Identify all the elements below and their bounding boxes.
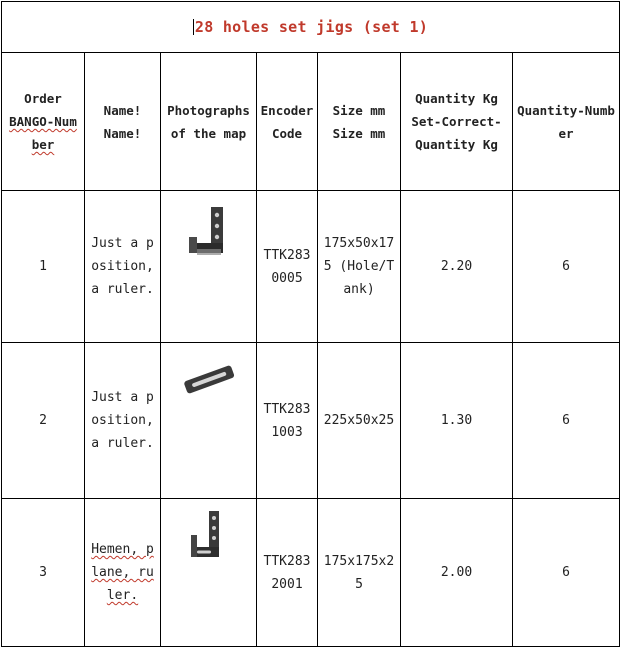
cell-size: 175x50x175 (Hole/Tank) (318, 191, 401, 343)
cell-code: TTK2832001 (257, 499, 318, 647)
header-order-line2: BANGO-Num (9, 114, 77, 129)
angle-bracket-photo-icon (185, 205, 233, 257)
header-name (85, 53, 161, 191)
cell-name-text: Hemen, plane, ruler. (91, 542, 154, 603)
header-name-line2: Name! (103, 125, 142, 141)
cell-order: 2 (2, 343, 85, 499)
header-size-line2: Size mm (332, 125, 386, 141)
header-size-line1: Size mm (332, 102, 386, 118)
cell-quantity: 6 (513, 191, 620, 343)
cell-weight: 1.30 (401, 343, 513, 499)
header-size (318, 53, 401, 191)
flat-slotted-bar-photo-icon (181, 361, 237, 397)
cell-code: TTK2830005 (257, 191, 318, 343)
cell-photo (161, 343, 257, 499)
cell-order: 1 (2, 191, 85, 343)
cell-name: Just a position, a ruler. (85, 343, 161, 499)
table-title: 28 holes set jigs (set 1) (194, 17, 429, 36)
header-encode: Encoder Code (257, 53, 318, 191)
header-quantity-kg (401, 53, 513, 191)
cell-photo (161, 191, 257, 343)
cell-size: 225x50x25 (318, 343, 401, 499)
cell-size: 175x175x25 (318, 499, 401, 647)
table-row (2, 343, 620, 499)
header-row (2, 53, 620, 191)
header-qtykg-line2: Set-Correct- (411, 114, 502, 129)
cell-quantity: 6 (513, 343, 620, 499)
header-order (2, 53, 85, 191)
cell-weight: 2.20 (401, 191, 513, 343)
cell-code: TTK2831003 (257, 343, 318, 499)
header-qtykg-line1: Quantity Kg (415, 91, 498, 106)
square-angle-photo-icon (187, 509, 231, 561)
header-quantity-number: Quantity-Number (513, 53, 620, 191)
cell-name (85, 499, 161, 647)
header-order-line1: Order (24, 91, 62, 106)
header-order-line3: ber (31, 137, 55, 152)
text-cursor (193, 19, 194, 35)
table-title-cell[interactable] (2, 2, 620, 53)
header-photo: Photographs of the map (161, 53, 257, 191)
cell-weight: 2.00 (401, 499, 513, 647)
header-name-line1: Name! (103, 102, 142, 118)
cell-quantity: 6 (513, 499, 620, 647)
cell-photo (161, 499, 257, 647)
jig-set-table (1, 1, 620, 647)
table-row (2, 191, 620, 343)
cell-order: 3 (2, 499, 85, 647)
header-qtykg-line3: Quantity Kg (415, 137, 498, 152)
table-row (2, 499, 620, 647)
cell-name: Just a position, a ruler. (85, 191, 161, 343)
